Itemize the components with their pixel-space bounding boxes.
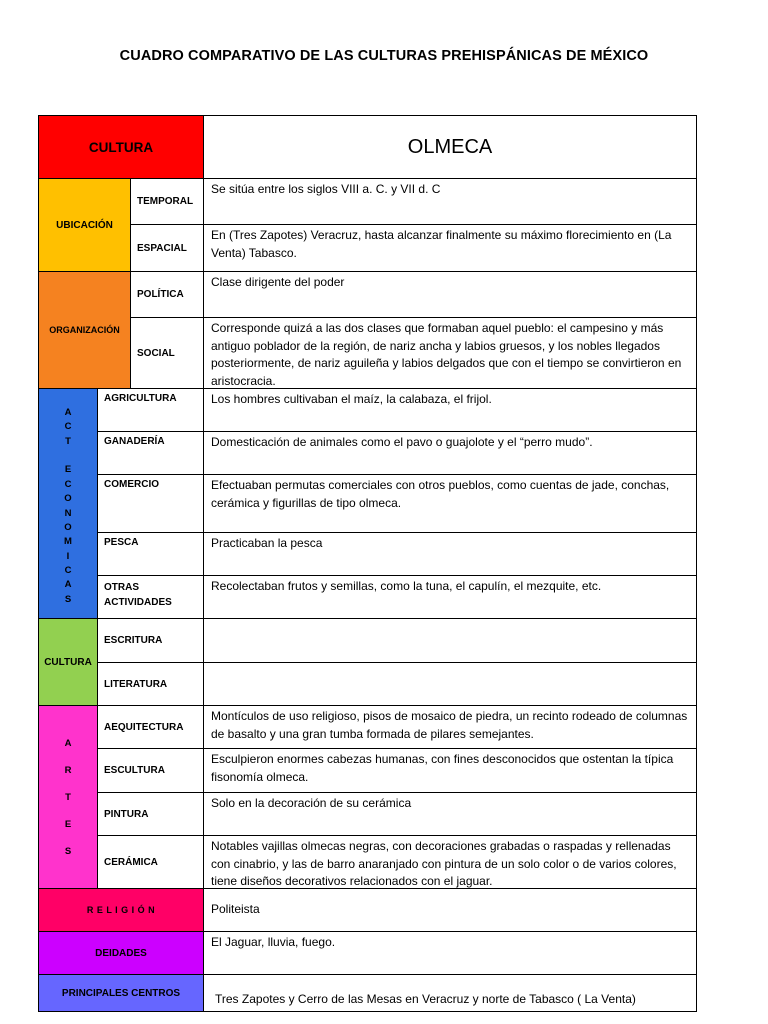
ubicacion-label: UBICACIÓN: [56, 219, 113, 231]
otras-label: OTRAS: [104, 582, 139, 593]
economicas-category: [38, 388, 98, 619]
artes-letter: A: [64, 737, 72, 749]
artes-letter: S: [64, 845, 72, 857]
artes-letter: E: [64, 818, 72, 830]
culture-name-cell: [203, 115, 697, 179]
ubicacion-category: [38, 178, 131, 272]
cultura-header-cell: [38, 115, 204, 179]
arquitectura-label-cell: [97, 705, 204, 749]
religion-category: [38, 888, 204, 932]
comercio-label: COMERCIO: [104, 479, 159, 490]
ganaderia-label: GANADERÍA: [104, 436, 165, 447]
economicas-letter: A: [64, 406, 72, 418]
economicas-letter: S: [64, 593, 72, 605]
politica-value: Clase dirigente del poder: [203, 271, 697, 318]
deidades-value: El Jaguar, lluvia, fuego.: [203, 931, 697, 975]
religion-label: R E L I G I Ó N: [86, 905, 156, 915]
centros-label: PRINCIPALES CENTROS: [61, 987, 181, 999]
otras-actividades-value: Recolectaban frutos y semillas, como la tuna, el capulín, el mezquite, etc.: [203, 575, 697, 619]
document-title: CUADRO COMPARATIVO DE LAS CULTURAS PREHISPÁNICAS DE MÉXICO: [119, 48, 649, 64]
organizacion-category: [38, 271, 131, 389]
espacial-value: En (Tres Zapotes) Veracruz, hasta alcanzar finalmente su máximo florecimiento en (La Venta) Tabasco.: [203, 224, 697, 272]
economicas-letter: I: [66, 550, 70, 562]
deidades-category: [38, 931, 204, 975]
artes-category: [38, 705, 98, 889]
social-label: SOCIAL: [137, 347, 175, 359]
centros-category: [38, 974, 204, 1012]
agricultura-value: Los hombres cultivaban el maíz, la calabaza, el frijol.: [203, 388, 697, 432]
economicas-letter: O: [64, 521, 72, 533]
ganaderia-label-cell: [97, 431, 204, 475]
culture-name: OLMECA: [407, 135, 493, 158]
escultura-label-cell: [97, 748, 204, 793]
arquitectura-label: AEQUITECTURA: [104, 721, 184, 733]
literatura-label-cell: [97, 662, 204, 706]
politica-label-cell: [130, 271, 204, 318]
literatura-value: [203, 662, 697, 706]
religion-value: [203, 888, 697, 932]
centros-value: [203, 974, 697, 1012]
economicas-letter: T: [65, 435, 71, 447]
economicas-letter: O: [64, 493, 72, 505]
escritura-label: ESCRITURA: [104, 635, 163, 646]
ceramica-label: CERÁMICA: [104, 856, 158, 868]
social-label-cell: [130, 317, 204, 389]
escritura-label-cell: [97, 618, 204, 663]
economicas-letter: N: [64, 507, 72, 519]
pintura-value: Solo en la decoración de su cerámica: [203, 792, 697, 836]
cultura-label: CULTURA: [44, 656, 92, 668]
social-value: Corresponde quizá a las dos clases que formaban aquel pueblo: el campesino y más antiguo poblador de la región, de nariz ancha y labios gruesos, y los nobles llegados posteriormente, de nariz aguileña y labios delgados que con el tiempo se convirtieron en aristocracia.: [203, 317, 697, 389]
religion-text: Politeista: [211, 902, 260, 917]
centros-text: Tres Zapotes y Cerro de las Mesas en Veracruz y norte de Tabasco ( La Venta): [215, 991, 636, 1006]
otras-actividades-label-cell: [97, 575, 204, 619]
ceramica-label-cell: [97, 835, 204, 889]
artes-letter: T: [65, 791, 71, 803]
economicas-letter: C: [64, 478, 72, 490]
agricultura-label-cell: [97, 388, 204, 432]
pesca-label: PESCA: [104, 537, 139, 548]
organizacion-label: ORGANIZACIÓN: [49, 325, 120, 335]
cultura-category: [38, 618, 98, 706]
deidades-label: DEIDADES: [95, 947, 147, 959]
pintura-label: PINTURA: [104, 808, 149, 820]
escultura-value: Esculpieron enormes cabezas humanas, con fines desconocidos que ostentan la típica fisonomía olmeca.: [203, 748, 697, 793]
comercio-label-cell: [97, 474, 204, 533]
temporal-label-cell: [130, 178, 204, 225]
temporal-label: TEMPORAL: [137, 196, 194, 207]
cultura-header-label: CULTURA: [88, 139, 154, 155]
economicas-letter: M: [64, 536, 72, 548]
escultura-label: ESCULTURA: [104, 765, 165, 776]
pintura-label-cell: [97, 792, 204, 836]
escritura-value: [203, 618, 697, 663]
artes-letter: R: [64, 764, 72, 776]
ganaderia-value: Domesticación de animales como el pavo o guajolote y el “perro mudo”.: [203, 431, 697, 475]
comercio-value: Efectuaban permutas comerciales con otros pueblos, como cuentas de jade, conchas, cerámica y figurillas de tipo olmeca.: [203, 474, 697, 533]
politica-label: POLÍTICA: [137, 289, 184, 300]
espacial-label-cell: [130, 224, 204, 272]
economicas-letter: A: [64, 579, 72, 591]
economicas-letter: C: [64, 565, 72, 577]
espacial-label: ESPACIAL: [137, 242, 187, 254]
literatura-label: LITERATURA: [104, 678, 168, 690]
temporal-value: Se sitúa entre los siglos VIII a. C. y VII d. C: [203, 178, 697, 225]
agricultura-label: AGRICULTURA: [104, 393, 177, 404]
ceramica-value: Notables vajillas olmecas negras, con decoraciones grabadas o raspadas y rellenadas con cinabrio, y las de barro anaranjado con pintura de un solo color o de varios colores, tiene diseños decorativos relacionados con el jaguar.: [203, 835, 697, 889]
arquitectura-value: Montículos de uso religioso, pisos de mosaico de piedra, un recinto rodeado de columnas de basalto y una gran tumba formada de pilares semejantes.: [203, 705, 697, 749]
pesca-label-cell: [97, 532, 204, 576]
economicas-letter: C: [64, 421, 72, 433]
economicas-letter: E: [64, 464, 72, 476]
actividades-label: ACTIVIDADES: [104, 597, 172, 608]
pesca-value: Practicaban la pesca: [203, 532, 697, 576]
